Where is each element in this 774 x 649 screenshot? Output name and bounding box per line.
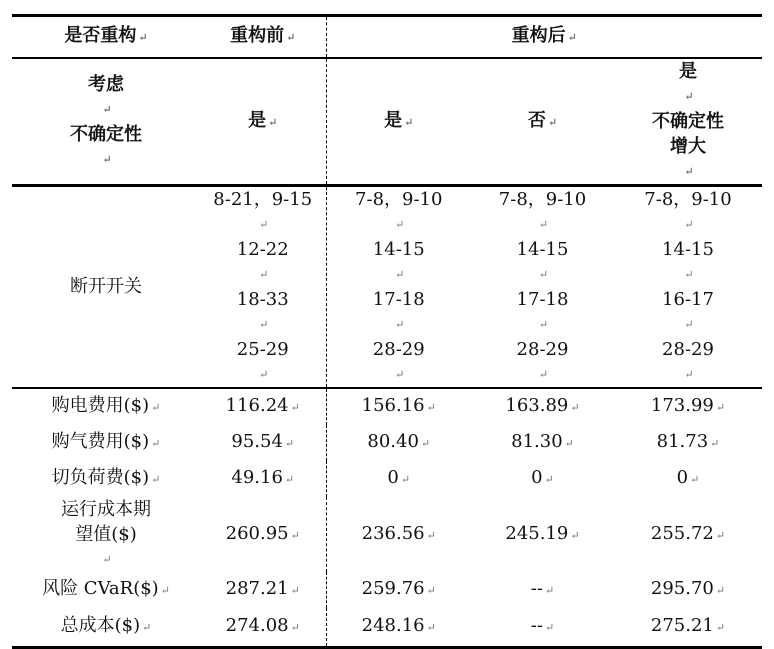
row-label: 切负荷费($) ↵ — [51, 467, 161, 488]
row-label: 购气费用($) ↵ — [51, 431, 161, 452]
table-cell: -- ↵ — [471, 608, 614, 648]
table-cell: 255.72 ↵ — [650, 522, 726, 544]
table-cell: 287.21 ↵ — [225, 578, 300, 599]
table-cell: 81.73 ↵ — [656, 431, 720, 452]
table-cell: 116.24 ↵ — [225, 395, 300, 416]
table-cell: 295.70 ↵ — [650, 578, 726, 599]
row-label: 购电费用($) ↵ — [51, 395, 161, 416]
table-cell: 0 ↵ — [676, 467, 700, 488]
table-cell: 95.54 ↵ — [231, 431, 295, 452]
table-cell: -- ↵ — [530, 578, 555, 599]
table-row — [12, 497, 762, 572]
table-cell: 245.19 ↵ — [505, 522, 580, 544]
row-label: 风险 CVaR($) ↵ — [42, 578, 170, 599]
table-cell: 260.95 ↵ — [225, 522, 300, 544]
table-row — [12, 572, 762, 608]
header-before-yes: 是 ↵ — [200, 58, 326, 186]
switches-after-increased: 7-8，9-10 ↵ 14-15 ↵ 16-17 ↵ 28-29 ↵ — [614, 186, 762, 389]
switches-before: 8-21，9-15 ↵ 12-22 ↵ 18-33 ↵ 25-29 ↵ — [200, 186, 326, 389]
table-cell: 163.89 ↵ — [505, 395, 580, 416]
header-after: 重构后 ↵ — [326, 16, 762, 59]
results-table — [12, 14, 762, 649]
header-after-yes: 是 ↵ — [326, 58, 471, 186]
table-cell: 0 ↵ — [531, 467, 554, 488]
table-cell: 236.56 ↵ — [326, 497, 471, 572]
table-cell: 248.16 ↵ — [326, 608, 471, 648]
table-cell: 49.16 ↵ — [231, 467, 295, 488]
table-cell: 156.16 ↵ — [326, 388, 471, 425]
table-cell: 81.30 ↵ — [511, 431, 574, 452]
row-label: 总成本($) ↵ — [12, 608, 200, 648]
table-row — [12, 425, 762, 461]
table-cell: 275.21 ↵ — [614, 608, 762, 648]
row-label: 运行成本期 望值($) ↵ — [61, 499, 151, 566]
table-row — [12, 608, 762, 648]
table-cell: 80.40 ↵ — [326, 425, 471, 461]
header-uncertainty: 考虑 ↵ 不确定性 ↵ — [12, 58, 200, 186]
switches-after-yes: 7-8，9-10 ↵ 14-15 ↵ 17-18 ↵ 28-29 ↵ — [326, 186, 471, 389]
header-after-increased: 是 ↵ 不确定性 增大 ↵ — [614, 58, 762, 186]
header-reconfig: 是否重构 ↵ — [12, 16, 200, 59]
header-after-no: 否 ↵ — [471, 58, 614, 186]
table-cell: 274.08 ↵ — [200, 608, 326, 648]
table-row — [12, 388, 762, 425]
header-before: 重构前 ↵ — [200, 16, 326, 59]
header-row-2 — [12, 58, 762, 186]
switches-after-no: 7-8，9-10 ↵ 14-15 ↵ 17-18 ↵ 28-29 ↵ — [471, 186, 614, 389]
table-cell: 259.76 ↵ — [326, 572, 471, 608]
switches-row — [12, 186, 762, 389]
table-cell: 173.99 ↵ — [650, 395, 726, 416]
table-cell: 0 ↵ — [326, 461, 471, 497]
switches-label: 断开开关 — [12, 186, 200, 389]
results-table-container — [12, 14, 762, 649]
table-row — [12, 461, 762, 497]
header-row-1 — [12, 16, 762, 59]
